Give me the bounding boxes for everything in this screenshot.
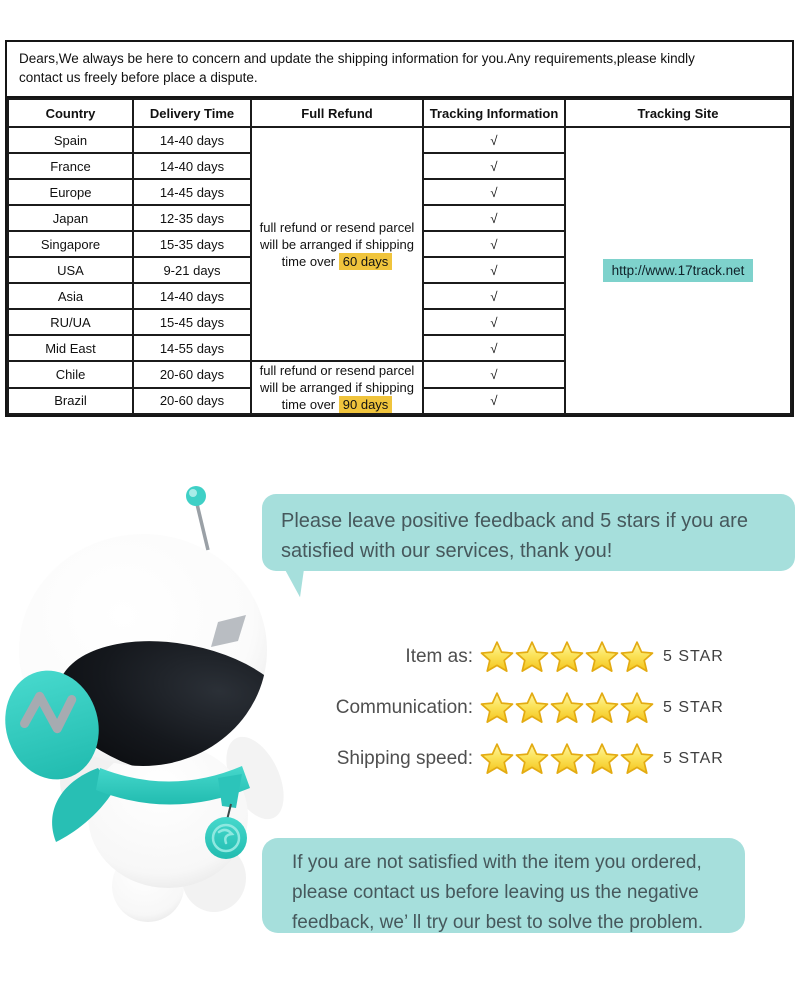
delivery-cell: 14-40 days [133, 153, 251, 179]
star-icon [585, 742, 619, 776]
bubble-line: Please leave positive feedback and 5 stars if you are [281, 510, 748, 532]
star-icon [480, 742, 514, 776]
bubble-line: If you are not satisfied with the item you ordered, [292, 852, 702, 873]
robot-badge-icon [205, 817, 247, 859]
refund-note-cell [251, 127, 423, 361]
tracking-check: √ [423, 179, 565, 205]
star-icon [585, 640, 619, 674]
rating-row-shipping-speed [228, 742, 788, 776]
table-row [8, 127, 791, 153]
col-header-country: Country [8, 99, 133, 127]
refund-line: full refund or resend parcel [259, 363, 415, 378]
star-icon [550, 691, 584, 725]
dispute-warning-bubble [262, 838, 745, 933]
bubble-line: please contact us before leaving us the negative [292, 882, 699, 903]
delivery-cell: 20-60 days [133, 388, 251, 415]
col-header-delivery-time: Delivery Time [133, 99, 251, 127]
delivery-cell: 14-40 days [133, 127, 251, 153]
star-icon [515, 742, 549, 776]
rating-rows [228, 640, 788, 793]
delivery-cell: 14-40 days [133, 283, 251, 309]
delivery-cell: 9-21 days [133, 257, 251, 283]
table-header-row [8, 99, 791, 127]
delivery-cell: 15-45 days [133, 309, 251, 335]
banner-line: Dears,We always be here to concern and update the shipping information for you.Any requirements,please kindly [19, 51, 695, 66]
country-cell: Mid East [8, 335, 133, 361]
rating-row-communication [228, 691, 788, 725]
col-header-full-refund: Full Refund [251, 99, 423, 127]
country-cell: Chile [8, 361, 133, 388]
star-icon [550, 742, 584, 776]
antenna-icon [186, 486, 208, 550]
star-icon [480, 640, 514, 674]
rating-suffix: 5 STAR [663, 699, 724, 716]
col-header-tracking-information: Tracking Information [423, 99, 565, 127]
country-cell: Japan [8, 205, 133, 231]
tracking-site-cell [565, 127, 791, 414]
tracking-site-link[interactable]: http://www.17track.net [603, 259, 754, 282]
country-cell: Singapore [8, 231, 133, 257]
star-icon [620, 691, 654, 725]
rating-label: Item as: [405, 646, 473, 667]
rating-suffix: 5 STAR [663, 750, 724, 767]
star-icon [620, 742, 654, 776]
tracking-check: √ [423, 205, 565, 231]
country-cell: RU/UA [8, 309, 133, 335]
refund-days-highlight: 90 days [339, 396, 393, 413]
star-rating [480, 742, 655, 776]
tracking-check: √ [423, 335, 565, 361]
tracking-check: √ [423, 283, 565, 309]
feedback-request-bubble [262, 494, 795, 571]
refund-line: will be arranged if shipping [260, 380, 414, 395]
banner-line: contact us freely before place a dispute. [19, 70, 258, 85]
tracking-check: √ [423, 127, 565, 153]
country-cell: Europe [8, 179, 133, 205]
star-icon [515, 691, 549, 725]
star-icon [515, 640, 549, 674]
rating-label: Communication: [335, 697, 473, 718]
star-icon [480, 691, 514, 725]
tracking-check: √ [423, 388, 565, 415]
country-cell: Brazil [8, 388, 133, 415]
star-icon [585, 691, 619, 725]
bubble-tail [280, 568, 304, 598]
star-rating [480, 691, 655, 725]
bubble-line: satisfied with our services, thank you! [281, 540, 613, 562]
delivery-cell: 14-55 days [133, 335, 251, 361]
country-cell: Spain [8, 127, 133, 153]
delivery-cell: 12-35 days [133, 205, 251, 231]
refund-line: full refund or resend parcel [259, 219, 415, 235]
tracking-check: √ [423, 309, 565, 335]
shipping-banner [7, 42, 792, 98]
country-cell: Asia [8, 283, 133, 309]
col-header-tracking-site: Tracking Site [565, 99, 791, 127]
tracking-check: √ [423, 361, 565, 388]
tracking-check: √ [423, 153, 565, 179]
refund-days-highlight: 60 days [339, 253, 393, 270]
bubble-line: feedback, we’ ll try our best to solve the problem. [292, 912, 704, 933]
star-rating [480, 640, 655, 674]
rating-row-item-as [228, 640, 788, 674]
country-cell: USA [8, 257, 133, 283]
star-icon [550, 640, 584, 674]
refund-line: time over 60 days [252, 253, 422, 270]
tracking-check: √ [423, 257, 565, 283]
tracking-check: √ [423, 231, 565, 257]
delivery-cell: 20-60 days [133, 361, 251, 388]
rating-label: Shipping speed: [336, 748, 473, 769]
refund-note-cell [251, 361, 423, 414]
country-cell: France [8, 153, 133, 179]
delivery-cell: 14-45 days [133, 179, 251, 205]
shipping-info-box [5, 40, 794, 417]
rating-suffix: 5 STAR [663, 648, 724, 665]
star-icon [620, 640, 654, 674]
shipping-table [7, 98, 792, 415]
delivery-cell: 15-35 days [133, 231, 251, 257]
refund-line: time over 90 days [252, 396, 422, 413]
refund-line: will be arranged if shipping [260, 236, 414, 252]
